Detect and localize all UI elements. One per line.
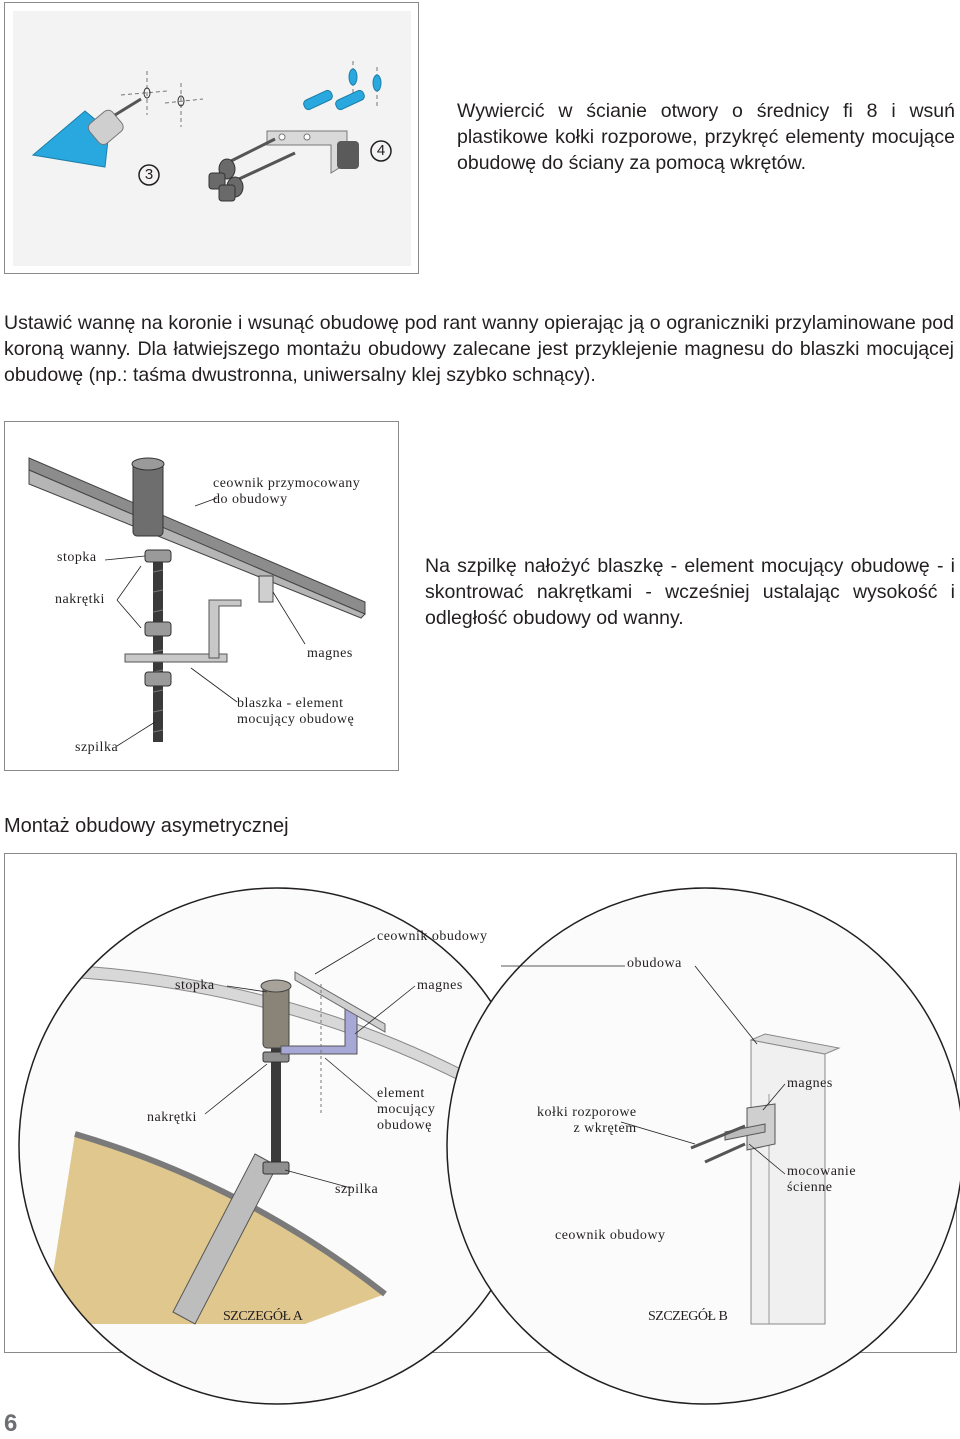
drill-illustration-frame xyxy=(4,2,419,274)
label-ceownik-przymocowany: ceownik przymocowany do obudowy xyxy=(213,476,361,507)
label-magnes-b: magnes xyxy=(787,1076,833,1091)
label-kolki-rozporowe: kołki rozporowe z wkrętem xyxy=(537,1105,637,1136)
label-magnes: magnes xyxy=(307,646,353,661)
asymmetric-assembly-frame xyxy=(4,853,957,1353)
drill-illustration xyxy=(5,3,420,275)
label-stopka: stopka xyxy=(57,550,97,565)
step2-instruction: Ustawić wannę na koronie i wsunąć obudowę pod rant wanny opierając ją o ograniczniki przylaminowane pod koroną wanny. Dla łatwiejszego montażu obudowy zalecane jest przyklejenie magnesu do blaszki mocującej obudowę (np.: taśma dwustronna, uniwersalny klej szybko schnący). xyxy=(4,312,954,386)
page-number: 6 xyxy=(4,1410,18,1437)
section-title: Montaż obudowy asymetrycznej xyxy=(4,815,289,837)
label-element-mocujacy: element mocujący obudowę xyxy=(377,1086,436,1133)
label-szpilka-a: szpilka xyxy=(335,1182,379,1197)
label-nakretki-a: nakrętki xyxy=(147,1110,197,1125)
label-ceownik-obudowy-top: ceownik obudowy xyxy=(377,929,488,944)
step1-instruction: Wywiercić w ścianie otwory o średnicy fi 8 i wsuń plastikowe kołki rozporowe, przykręć elementy mocujące obudowę do ściany za pomocą wkrętów. xyxy=(457,100,955,174)
label-ceownik-obudowy-bottom: ceownik obudowy xyxy=(555,1228,666,1243)
caption-detail-a: SZCZEGÓŁ A xyxy=(223,1309,303,1324)
label-magnes-a: magnes xyxy=(417,978,463,993)
label-stopka-a: stopka xyxy=(175,978,215,993)
caption-detail-b: SZCZEGÓŁ B xyxy=(648,1309,728,1324)
label-blaszka: blaszka - element mocujący obudowę xyxy=(237,696,355,727)
figure2-instruction: Na szpilkę nałożyć blaszkę - element mocujący obudowę - i skontrować nakrętkami - wcześniej ustalając wysokość i odległość obudowy od wanny. xyxy=(425,555,955,629)
label-obudowa: obudowa xyxy=(627,956,682,971)
label-szpilka: szpilka xyxy=(75,740,119,755)
pin-assembly-frame xyxy=(4,421,399,771)
label-nakretki: nakrętki xyxy=(55,592,105,607)
step-badge-4: 4 xyxy=(376,142,386,159)
label-mocowanie-scienne: mocowanie ścienne xyxy=(787,1164,857,1195)
step-badge-3: 3 xyxy=(144,166,154,183)
